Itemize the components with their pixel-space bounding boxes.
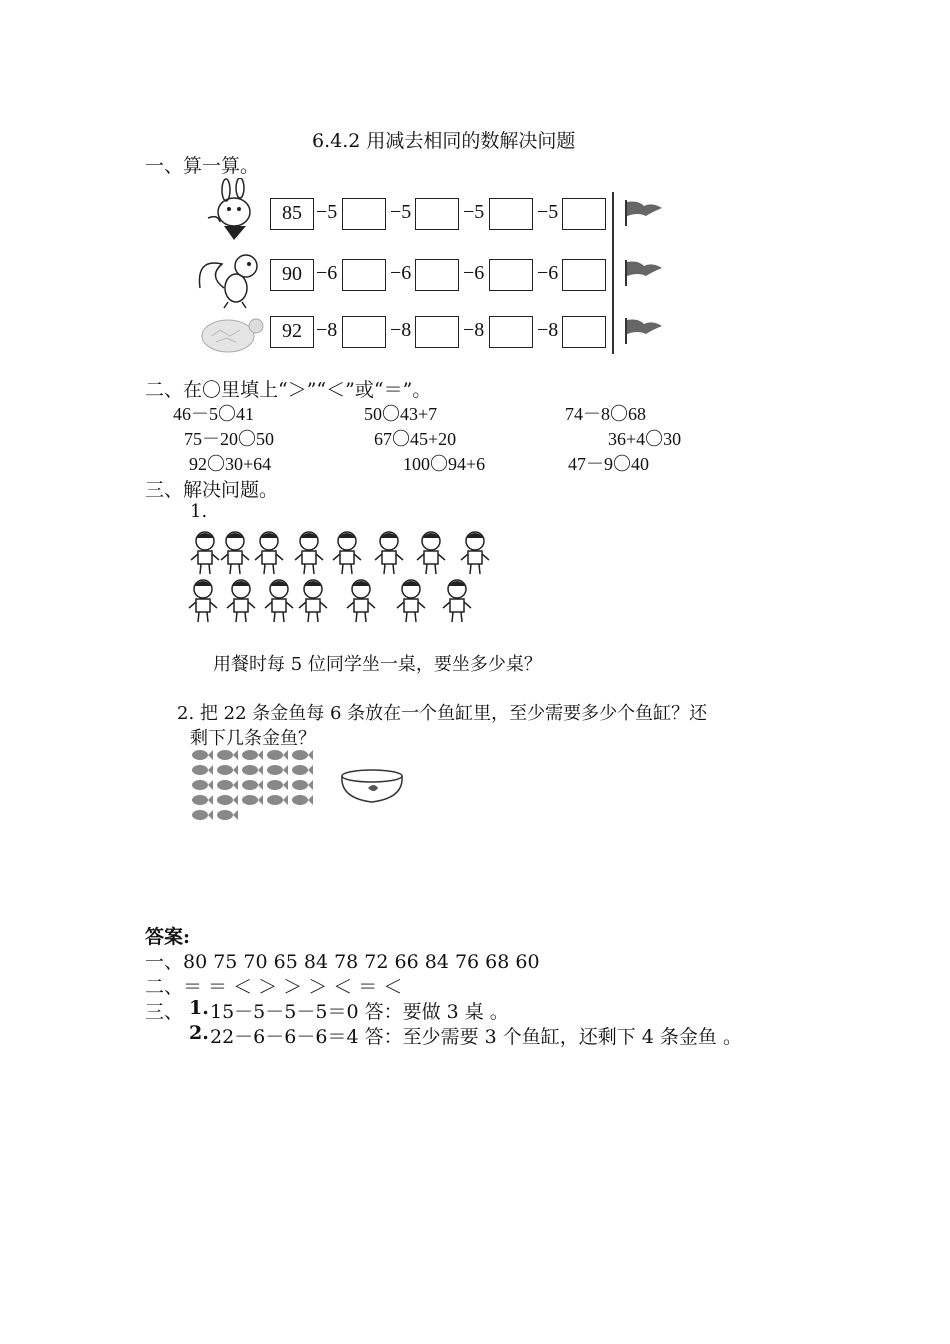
- question-2-text-cont: 剩下几条金鱼？: [190, 728, 316, 749]
- operator: −6: [316, 262, 338, 284]
- answer-line-3-number: 1.: [189, 997, 209, 1019]
- finish-line: [612, 192, 614, 354]
- goldfish-icon: [242, 795, 263, 805]
- answer-blank[interactable]: [342, 316, 386, 348]
- operator: −8: [537, 319, 559, 341]
- compare-item: 67〇45+20: [374, 429, 457, 449]
- goldfish-icon: [267, 765, 288, 775]
- goldfish-illustration: [188, 747, 318, 825]
- child-icon: [394, 578, 428, 624]
- compare-item: 36+4〇30: [608, 429, 682, 449]
- goldfish-icon: [192, 765, 213, 775]
- child-icon: [414, 530, 448, 576]
- child-icon: [186, 578, 220, 624]
- answer-blank[interactable]: [489, 316, 533, 348]
- answer-blank[interactable]: [415, 259, 459, 291]
- operator: −5: [537, 201, 559, 223]
- question-1-number: 1.: [190, 501, 208, 522]
- operator: −5: [463, 201, 485, 223]
- section2-heading: 二、在〇里填上“＞”“＜”或“＝”。: [145, 379, 432, 401]
- answer-line-4: 22－6－6－6＝4 答：至少需要 3 个鱼缸，还剩下 4 条金鱼 。: [210, 1026, 742, 1048]
- compare-item: 100〇94+6: [403, 454, 486, 474]
- fish-bowl-icon: [338, 768, 406, 806]
- flag-icon: [624, 198, 664, 226]
- operator: −8: [390, 319, 412, 341]
- answer-blank[interactable]: [562, 198, 606, 230]
- operator: −6: [390, 262, 412, 284]
- child-icon: [188, 530, 222, 576]
- start-number: 85: [270, 198, 314, 230]
- goldfish-icon: [192, 780, 213, 790]
- goldfish-icon: [292, 780, 313, 790]
- child-icon: [224, 578, 258, 624]
- answer-blank[interactable]: [342, 259, 386, 291]
- goldfish-icon: [267, 780, 288, 790]
- compare-item: 92〇30+64: [189, 454, 272, 474]
- goldfish-icon: [242, 765, 263, 775]
- goldfish-icon: [192, 750, 213, 760]
- goldfish-icon: [242, 780, 263, 790]
- goldfish-icon: [192, 795, 213, 805]
- answer-blank[interactable]: [562, 316, 606, 348]
- goldfish-icon: [292, 750, 313, 760]
- goldfish-icon: [192, 810, 213, 820]
- answers-heading: 答案:: [145, 926, 191, 948]
- answer-blank[interactable]: [415, 198, 459, 230]
- compare-item: 46－5〇41: [173, 404, 254, 424]
- turtle-icon: [198, 310, 266, 356]
- operator: −6: [463, 262, 485, 284]
- answer-line-4-number: 2.: [189, 1022, 209, 1044]
- child-icon: [344, 578, 378, 624]
- goldfish-icon: [267, 795, 288, 805]
- page-title: 6.4.2 用减去相同的数解决问题: [312, 130, 576, 152]
- child-icon: [440, 578, 474, 624]
- child-icon: [218, 530, 252, 576]
- child-icon: [372, 530, 406, 576]
- answer-line-3-prefix: 三、: [145, 1001, 184, 1023]
- goldfish-icon: [267, 750, 288, 760]
- answer-blank[interactable]: [489, 259, 533, 291]
- child-icon: [252, 530, 286, 576]
- answer-blank[interactable]: [562, 259, 606, 291]
- child-icon: [262, 578, 296, 624]
- goldfish-icon: [292, 795, 313, 805]
- answer-blank[interactable]: [415, 316, 459, 348]
- compare-item: 75－20〇50: [184, 429, 274, 449]
- compare-item: 47－9〇40: [568, 454, 649, 474]
- operator: −8: [316, 319, 338, 341]
- operator: −6: [537, 262, 559, 284]
- flag-icon: [624, 316, 664, 344]
- answer-line-3: 15－5－5－5＝0 答：要做 3 桌 。: [210, 1001, 509, 1023]
- answer-line-2: 二、＝ ＝ ＜ ＞ ＞ ＞ ＜ ＝ ＜: [145, 976, 403, 998]
- operator: −5: [390, 201, 412, 223]
- goldfish-icon: [292, 765, 313, 775]
- flag-icon: [624, 258, 664, 286]
- answer-line-1: 一、80 75 70 65 84 78 72 66 84 76 68 60: [145, 951, 540, 973]
- goldfish-icon: [217, 750, 238, 760]
- start-number: 90: [270, 259, 314, 291]
- child-icon: [292, 530, 326, 576]
- child-icon: [458, 530, 492, 576]
- section3-heading: 三、解决问题。: [145, 479, 279, 501]
- goldfish-icon: [242, 750, 263, 760]
- compare-item: 74－8〇68: [565, 404, 646, 424]
- goldfish-icon: [217, 810, 238, 820]
- question-1-text: 用餐时每 5 位同学坐一桌，要坐多少桌？: [213, 654, 542, 675]
- answer-blank[interactable]: [489, 198, 533, 230]
- section1-heading: 一、算一算。: [145, 155, 260, 177]
- goldfish-icon: [217, 765, 238, 775]
- goldfish-icon: [217, 795, 238, 805]
- rabbit-icon: [204, 178, 266, 244]
- child-icon: [330, 530, 364, 576]
- start-number: 92: [270, 316, 314, 348]
- goldfish-icon: [217, 780, 238, 790]
- operator: −5: [316, 201, 338, 223]
- child-icon: [296, 578, 330, 624]
- question-2-text: 2. 把 22 条金鱼每 6 条放在一个鱼缸里，至少需要多少个鱼缸？还: [177, 703, 708, 724]
- squirrel-icon: [194, 248, 266, 310]
- operator: −8: [463, 319, 485, 341]
- compare-item: 50〇43+7: [364, 404, 438, 424]
- answer-blank[interactable]: [342, 198, 386, 230]
